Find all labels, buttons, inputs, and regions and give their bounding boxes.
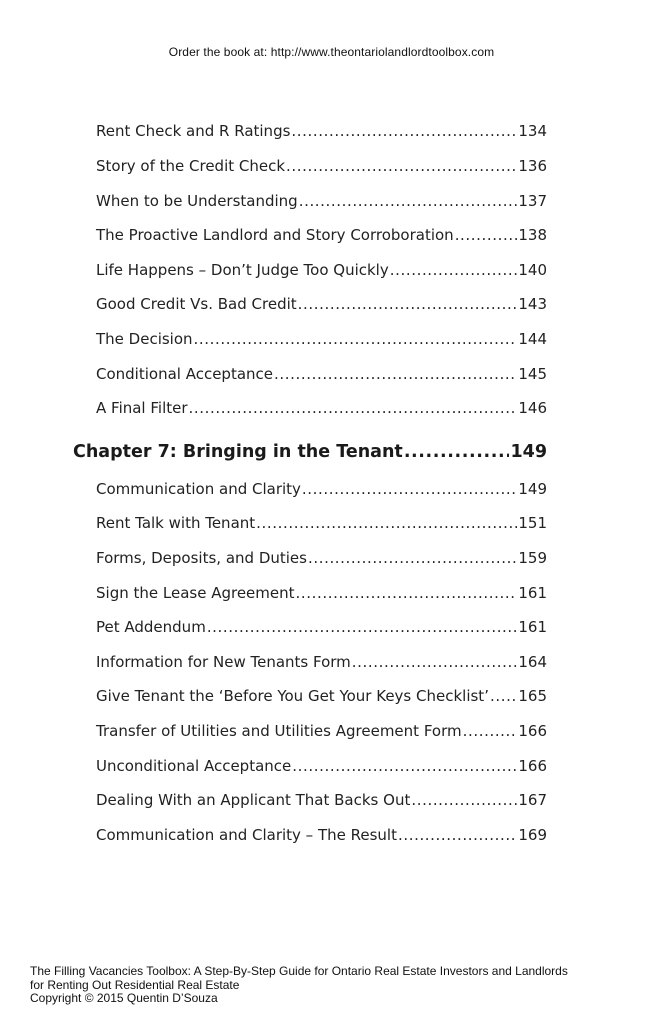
- toc-entry-page: 159: [518, 549, 547, 567]
- toc-entry-page: 161: [518, 584, 547, 602]
- toc-entry[interactable]: [96, 192, 547, 210]
- toc-entry[interactable]: [96, 791, 547, 809]
- dot-leader: [404, 442, 510, 462]
- toc-entry[interactable]: [96, 330, 547, 348]
- dot-leader: [455, 226, 518, 244]
- footer-book-title: The Filling Vacancies Toolbox: A Step-By-Step Guide for Ontario Real Estate Investors and Landlords: [30, 964, 568, 978]
- toc-entry[interactable]: [96, 687, 547, 705]
- dot-leader: [352, 653, 518, 671]
- footer-copyright: Copyright © 2015 Quentin D’Souza: [30, 991, 218, 1005]
- toc-entry-title: Information for New Tenants Form: [96, 653, 351, 671]
- toc-entry-title: Conditional Acceptance: [96, 365, 274, 383]
- dot-leader: [308, 549, 517, 567]
- toc-entry-title: The Proactive Landlord and Story Corroboration: [96, 226, 454, 244]
- dot-leader: [286, 157, 517, 175]
- toc-entry[interactable]: [96, 514, 547, 532]
- dot-leader: [291, 122, 517, 140]
- dot-leader: [398, 826, 517, 844]
- toc-entry-page: 167: [518, 791, 547, 809]
- toc-entry-page: 151: [518, 514, 547, 532]
- dot-leader: [292, 757, 517, 775]
- toc-entry[interactable]: [96, 295, 547, 313]
- toc-entry-page: 143: [518, 295, 547, 313]
- toc-entry[interactable]: [96, 399, 547, 417]
- toc-entry-page: 165: [518, 687, 547, 705]
- toc-entry-title: The Decision: [96, 330, 193, 348]
- toc-entry[interactable]: [96, 722, 547, 740]
- toc-entry-title: Unconditional Acceptance: [96, 757, 292, 775]
- dot-leader: [207, 618, 518, 636]
- toc-entry[interactable]: [96, 365, 547, 383]
- toc-entry[interactable]: [96, 584, 547, 602]
- toc-entry-title: Sign the Lease Agreement: [96, 584, 295, 602]
- toc-entry[interactable]: [96, 226, 547, 244]
- toc-entry-page: 146: [518, 399, 547, 417]
- toc-entry-title: Dealing With an Applicant That Backs Out: [96, 791, 411, 809]
- toc-entry-title: Story of the Credit Check: [96, 157, 286, 175]
- dot-leader: [390, 261, 518, 279]
- toc-entry-page: 164: [518, 653, 547, 671]
- dot-leader: [189, 399, 518, 417]
- toc-entry[interactable]: [96, 826, 547, 844]
- dot-leader: [194, 330, 518, 348]
- toc-entry-page: 166: [518, 757, 547, 775]
- toc-entry-page: 144: [518, 330, 547, 348]
- toc-entry-page: 145: [518, 365, 547, 383]
- toc-entry-page: 138: [518, 226, 547, 244]
- dot-leader: [274, 365, 517, 383]
- dot-leader: [490, 687, 517, 705]
- toc-entry-page: 169: [518, 826, 547, 844]
- toc-entry-page: 161: [518, 618, 547, 636]
- order-book-header: Order the book at: http://www.theontariolandlordtoolbox.com: [168, 45, 495, 59]
- dot-leader: [298, 295, 518, 313]
- toc-chapter-page: 149: [510, 442, 547, 462]
- toc-chapter-title: Chapter 7: Bringing in the Tenant: [73, 442, 403, 462]
- dot-leader: [299, 192, 518, 210]
- toc-entry-title: A Final Filter: [96, 399, 188, 417]
- dot-leader: [302, 480, 517, 498]
- toc-entry[interactable]: [96, 653, 547, 671]
- book-footer: [30, 965, 655, 1006]
- toc-entry-title: Rent Talk with Tenant: [96, 514, 256, 532]
- toc-entry-title: When to be Understanding: [96, 192, 298, 210]
- toc-entry-page: 134: [518, 122, 547, 140]
- toc-entry-title: Communication and Clarity – The Result: [96, 826, 397, 844]
- dot-leader: [256, 514, 517, 532]
- toc-entry[interactable]: [96, 122, 547, 140]
- toc-entry-title: Communication and Clarity: [96, 480, 301, 498]
- toc-entry-title: Life Happens – Don’t Judge Too Quickly: [96, 261, 389, 279]
- dot-leader: [411, 791, 517, 809]
- dot-leader: [296, 584, 518, 602]
- footer-book-subtitle: for Renting Out Residential Real Estate: [30, 977, 240, 992]
- toc-entry[interactable]: [96, 480, 547, 498]
- toc-entry[interactable]: [96, 157, 547, 175]
- toc-entry-title: Good Credit Vs. Bad Credit: [96, 295, 297, 313]
- toc-entry-title: Pet Addendum: [96, 618, 206, 636]
- toc-entry-title: Transfer of Utilities and Utilities Agreement Form: [96, 722, 462, 740]
- toc-entry[interactable]: [96, 757, 547, 775]
- toc-entry-page: 136: [518, 157, 547, 175]
- toc-entry-page: 137: [518, 192, 547, 210]
- toc-entry-page: 149: [518, 480, 547, 498]
- dot-leader: [463, 722, 518, 740]
- toc-entry[interactable]: [96, 549, 547, 567]
- toc-entry[interactable]: [96, 261, 547, 279]
- toc-entry-title: Rent Check and R Ratings: [96, 122, 291, 140]
- toc-entry-page: 140: [518, 261, 547, 279]
- toc-entry-page: 166: [518, 722, 547, 740]
- toc-entry[interactable]: [96, 618, 547, 636]
- toc-entry-title: Give Tenant the ‘Before You Get Your Keys Checklist’: [96, 687, 489, 705]
- toc-entry-title: Forms, Deposits, and Duties: [96, 549, 307, 567]
- toc-chapter-entry[interactable]: [73, 442, 547, 462]
